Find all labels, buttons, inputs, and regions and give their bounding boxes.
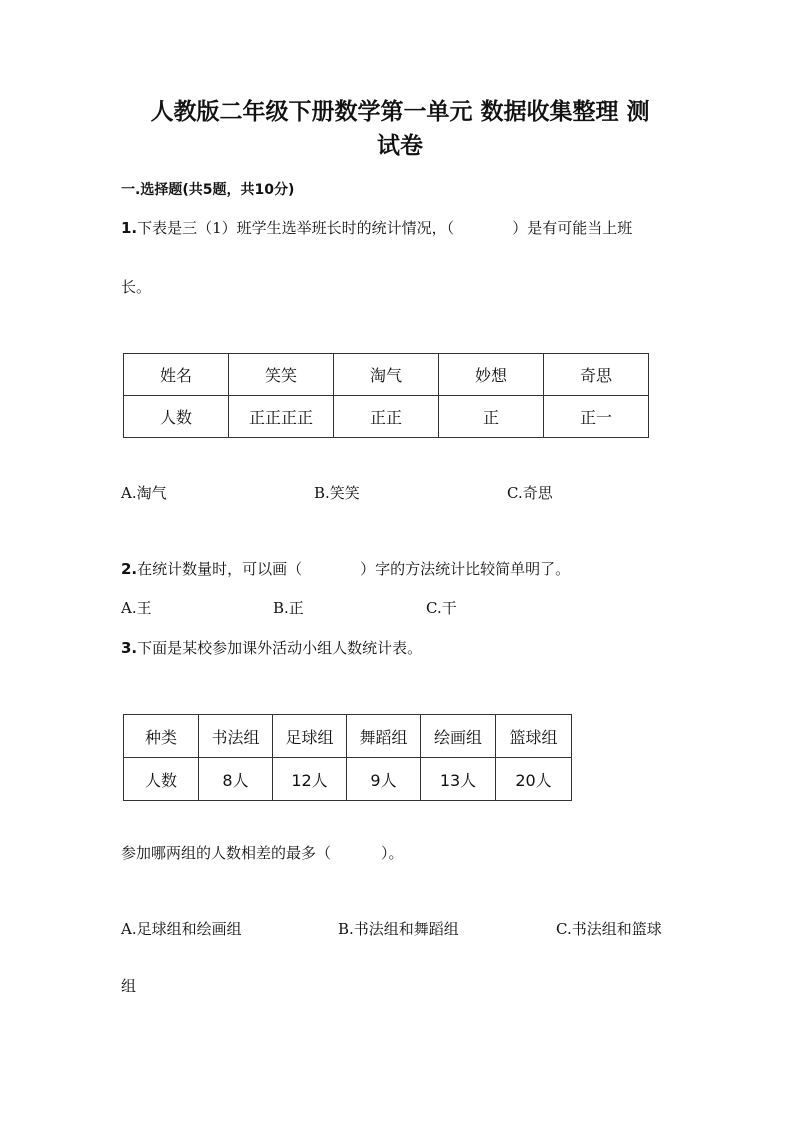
election-table — [123, 353, 649, 438]
question-3-option-c[interactable]: C.书法组和篮球 — [556, 920, 662, 938]
question-2-option-a[interactable]: A.王 — [121, 599, 152, 617]
question-3-option-a[interactable]: A.足球组和绘画组 — [121, 920, 242, 938]
question-2 — [121, 562, 570, 577]
table-cell: 13人 — [421, 758, 496, 801]
table-cell: 人数 — [124, 758, 199, 801]
table-cell: 正正 — [334, 396, 439, 438]
question-1-text-before: 下表是三（1）班学生选举班长时的统计情况，（ — [137, 219, 455, 237]
table-cell: 正正正正 — [229, 396, 334, 438]
table-cell: 12人 — [273, 758, 347, 801]
table-cell: 舞蹈组 — [347, 715, 421, 758]
question-1-number: 1. — [121, 219, 138, 237]
table-cell: 正一 — [544, 396, 649, 438]
table-cell: 姓名 — [124, 354, 229, 396]
table-cell: 8人 — [199, 758, 273, 801]
question-1-option-c[interactable]: C.奇思 — [507, 484, 553, 502]
question-3-text: 下面是某校参加课外活动小组人数统计表。 — [137, 639, 423, 657]
question-2-option-c[interactable]: C.干 — [426, 599, 457, 617]
page-title-line2: 试卷 — [377, 133, 423, 159]
question-1-option-b[interactable]: B.笑笑 — [314, 484, 360, 502]
table-cell: 妙想 — [439, 354, 544, 396]
question-1 — [121, 221, 632, 236]
table-cell: 笑笑 — [229, 354, 334, 396]
question-3-prompt — [121, 846, 404, 861]
question-1-line2: 长。 — [121, 278, 152, 296]
table-cell: 篮球组 — [496, 715, 572, 758]
question-3 — [121, 641, 422, 656]
section-heading: 一.选择题(共5题，共10分) — [121, 182, 295, 198]
table-cell: 足球组 — [273, 715, 347, 758]
table-cell: 20人 — [496, 758, 572, 801]
question-2-option-b[interactable]: B.正 — [273, 599, 304, 617]
table-cell: 9人 — [347, 758, 421, 801]
table-cell: 淘气 — [334, 354, 439, 396]
question-3-option-c-wrap: 组 — [121, 977, 137, 995]
question-3-prompt-before: 参加哪两组的人数相差的最多（ — [121, 844, 332, 862]
table-cell: 人数 — [124, 396, 229, 438]
table-cell: 书法组 — [199, 715, 273, 758]
question-2-number: 2. — [121, 560, 138, 578]
table-cell: 种类 — [124, 715, 199, 758]
activity-table — [123, 714, 572, 801]
table-cell: 奇思 — [544, 354, 649, 396]
election-table-header-row — [124, 354, 649, 396]
question-3-number: 3. — [121, 639, 138, 657]
activity-table-header-row — [124, 715, 572, 758]
page-title-line1: 人教版二年级下册数学第一单元 数据收集整理 测 — [150, 99, 650, 125]
table-cell: 正 — [439, 396, 544, 438]
question-2-text-before: 在统计数量时，可以画（ — [137, 560, 303, 578]
question-1-option-a[interactable]: A.淘气 — [121, 484, 167, 502]
question-1-text-after: ）是有可能当上班 — [512, 219, 633, 237]
question-2-text-after: ）字的方法统计比较简单明了。 — [360, 560, 571, 578]
activity-table-data-row — [124, 758, 572, 801]
question-3-prompt-after: ）。 — [381, 844, 404, 862]
election-table-data-row — [124, 396, 649, 438]
question-3-option-b[interactable]: B.书法组和舞蹈组 — [338, 920, 459, 938]
table-cell: 绘画组 — [421, 715, 496, 758]
